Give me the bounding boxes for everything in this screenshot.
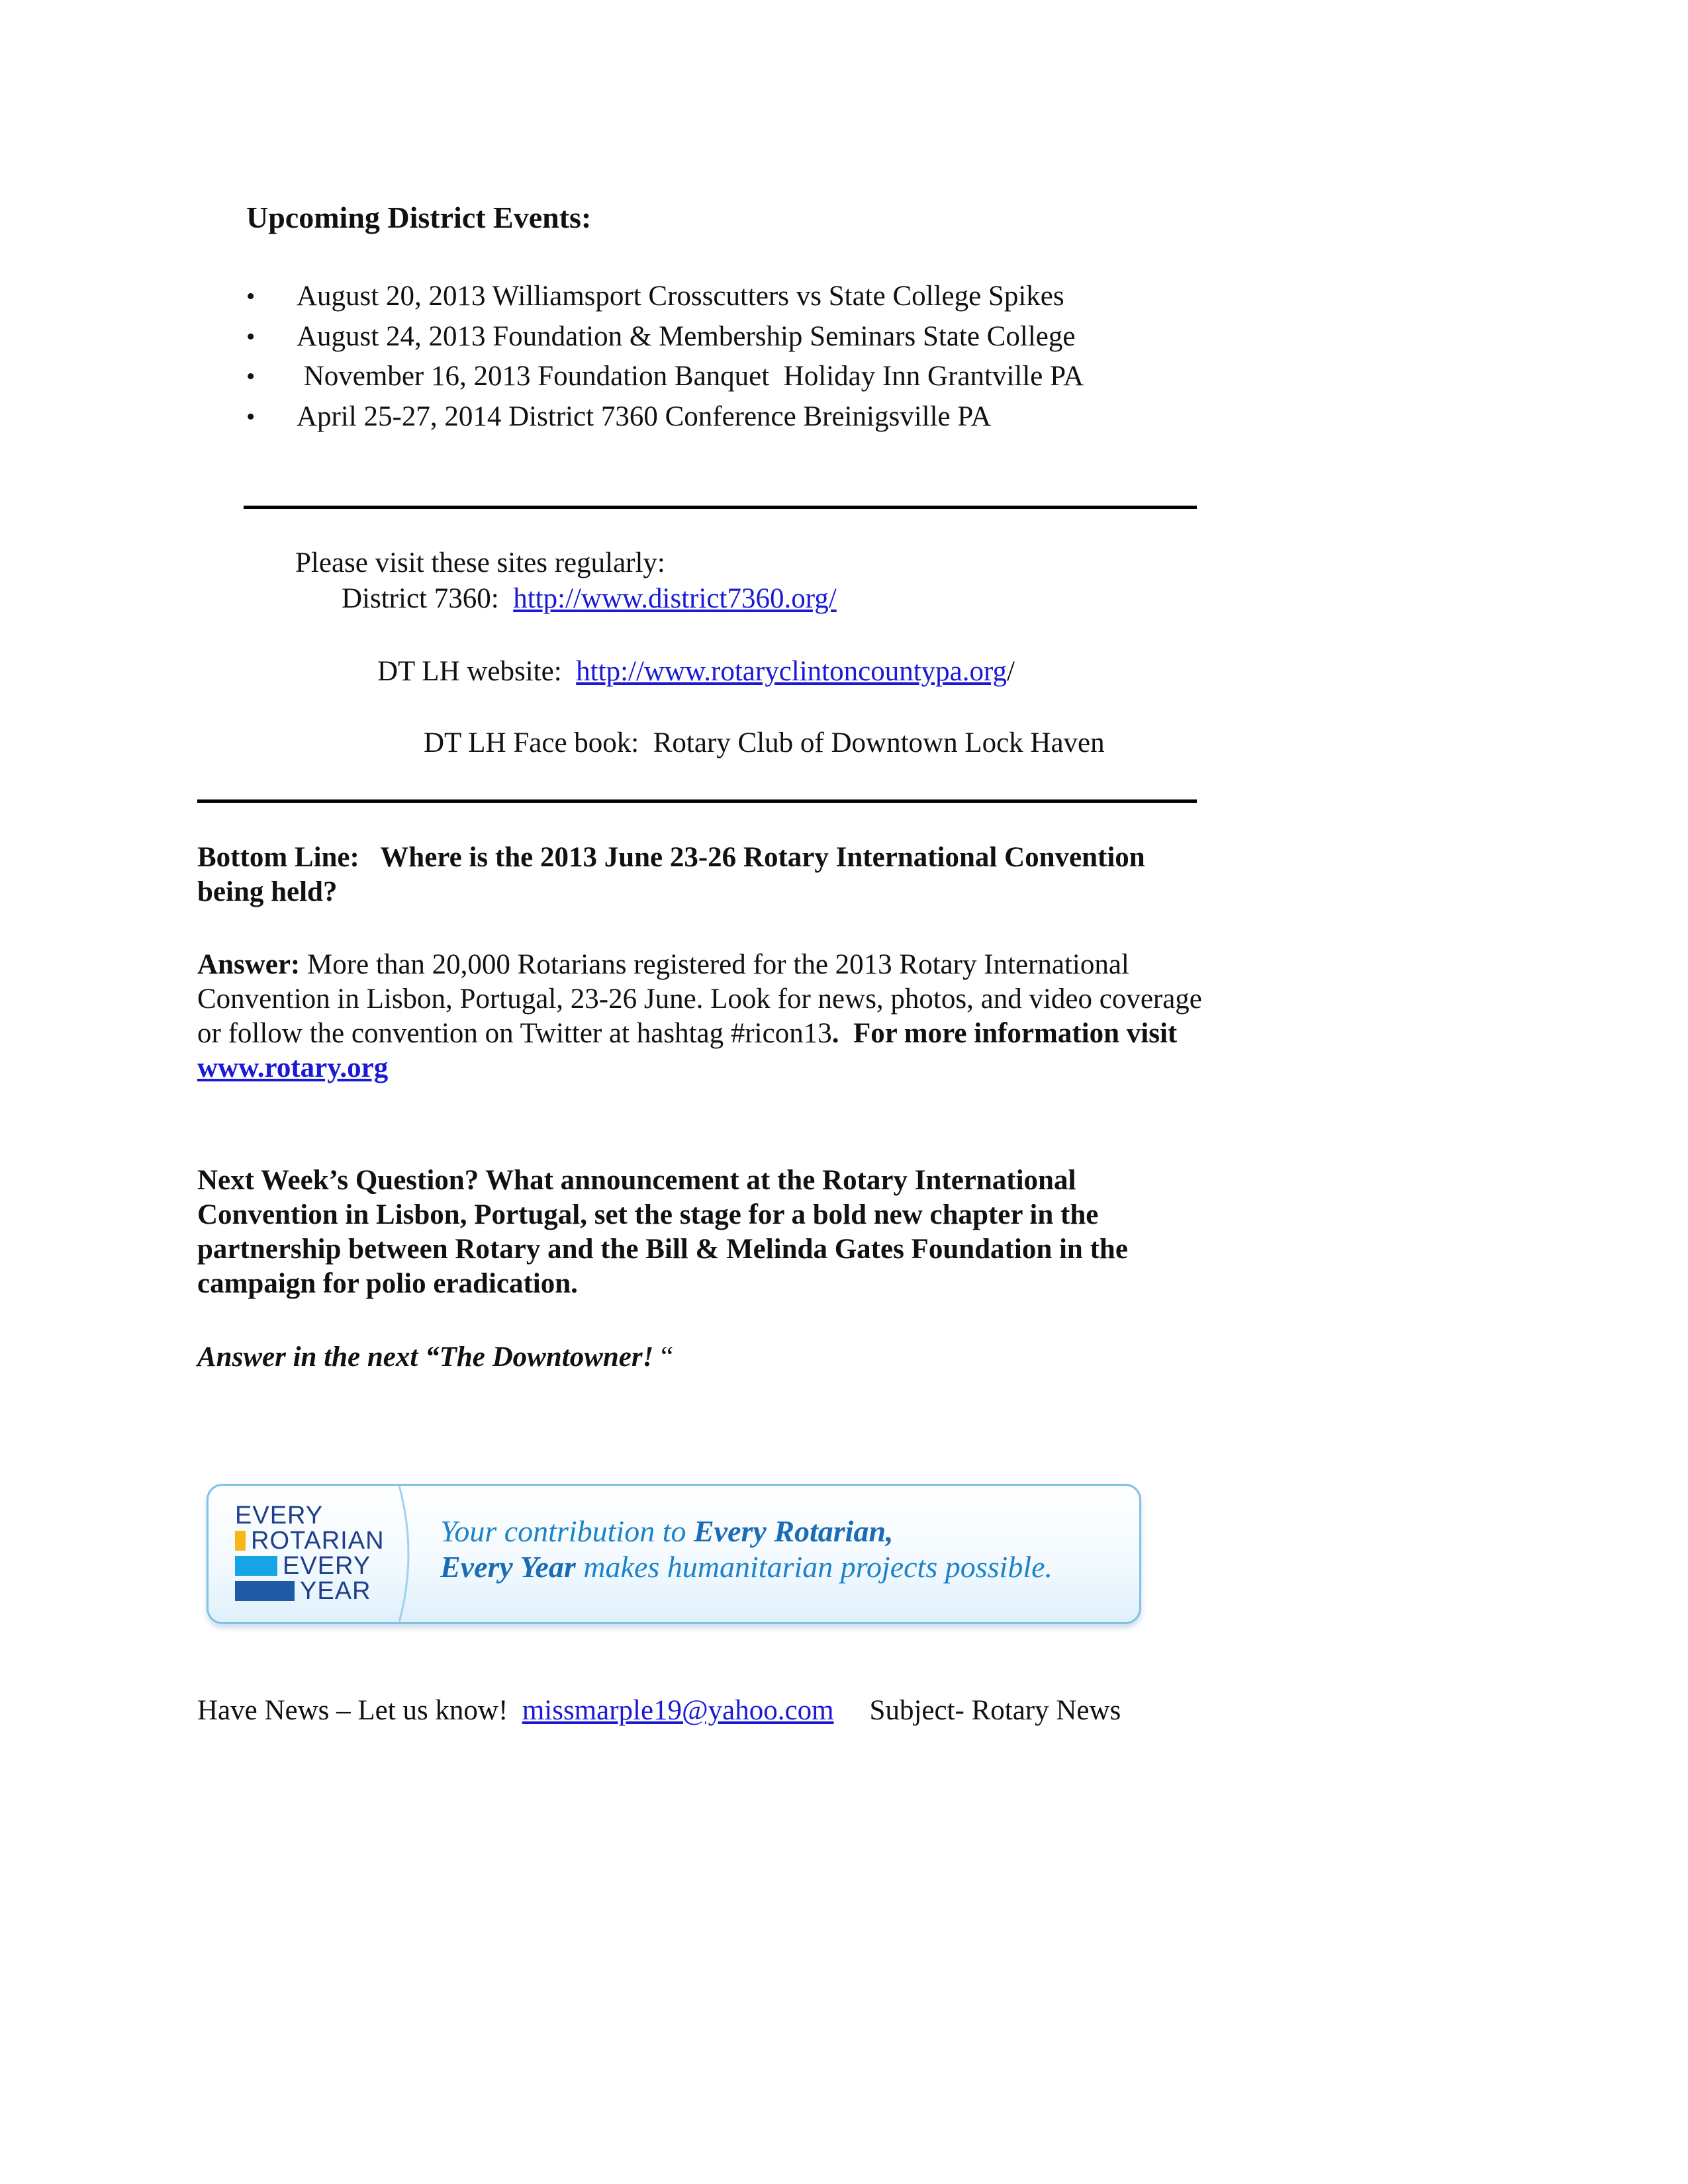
email-link[interactable]: missmarple19@yahoo.com <box>522 1695 834 1726</box>
answer-more: . For more information visit <box>831 1018 1184 1049</box>
website-label: DT LH website: <box>377 656 562 687</box>
rotary-link[interactable]: www.rotary.org <box>197 1052 389 1083</box>
event-text: August 24, 2013 Foundation & Membership Seminars State College <box>297 320 1076 352</box>
facebook-label: DT LH Face book: <box>424 727 639 758</box>
events-title: Upcoming District Events: <box>246 201 592 234</box>
list-item <box>246 277 1084 317</box>
divider-top <box>244 506 1197 509</box>
list-item <box>246 397 1084 437</box>
next-week-question: Next Week’s Question? What announcement at the Rotary International Convention in Lisbon, Portugal, set the stage for a bold new chapter in the partnership between Rotary and the Bill & Melinda Gates Foundation in the campaign for polio eradication. <box>197 1165 1128 1299</box>
logo-word: YEAR <box>300 1577 371 1605</box>
district-label: District 7360: <box>342 583 499 614</box>
bullet-icon: • <box>246 402 256 431</box>
logo-word: EVERY <box>283 1552 371 1580</box>
banner-line2-post: makes humanitarian projects possible. <box>575 1550 1053 1584</box>
banner-message <box>440 1514 1053 1585</box>
banner-line1-bold: Every Rotarian, <box>693 1514 894 1548</box>
bullet-icon: • <box>246 322 256 351</box>
facebook-value: Rotary Club of Downtown Lock Haven <box>653 727 1105 758</box>
list-item <box>246 357 1084 397</box>
website-trail: / <box>1007 656 1015 687</box>
footer-text: Have News – Let us know! <box>197 1695 508 1726</box>
sites-intro: Please visit these sites regularly: <box>295 547 665 578</box>
logo-word: ROTARIAN <box>251 1527 385 1555</box>
event-text: November 16, 2013 Foundation Banquet Holiday Inn Grantville PA <box>297 361 1084 392</box>
divider-bottom <box>197 799 1197 803</box>
logo-word: EVERY <box>235 1502 324 1529</box>
district-link[interactable]: http://www.district7360.org/ <box>513 583 837 614</box>
logo-cyan-bar <box>235 1556 277 1576</box>
banner-line2-bold: Every Year <box>440 1550 576 1584</box>
event-text: April 25-27, 2014 District 7360 Conference Breinigsville PA <box>297 400 992 432</box>
logo-blue-bar <box>235 1581 295 1601</box>
every-rotarian-logo <box>235 1503 400 1609</box>
event-text: August 20, 2013 Williamsport Crosscutters vs State College Spikes <box>297 281 1064 312</box>
answer-text: More than 20,000 Rotarians registered for the 2013 Rotary International Convention in Lisbon, Portugal, 23-26 June. Look for news, photos, and video coverage or follow the convention on Twitter at hashtag #ricon13 <box>197 949 1202 1049</box>
answer-paragraph <box>197 948 1217 1085</box>
footer-subject: Subject- Rotary News <box>869 1695 1121 1726</box>
answer-next-text: Answer in the next “The Downtowner! <box>197 1342 654 1373</box>
district-site <box>342 582 837 615</box>
list-item <box>246 317 1084 357</box>
bullet-icon: • <box>246 363 256 390</box>
every-rotarian-banner <box>207 1484 1141 1624</box>
bottom-line-question: Bottom Line: Where is the 2013 June 23-26 Rotary International Convention being held? <box>197 842 1152 907</box>
events-list <box>246 277 1084 437</box>
logo-gold-bar <box>235 1531 246 1551</box>
banner-line1-pre: Your contribution to <box>440 1514 694 1548</box>
footer-contact <box>197 1694 1121 1727</box>
facebook-site <box>424 727 1105 759</box>
answer-next-issue <box>197 1341 673 1373</box>
website-link[interactable]: http://www.rotaryclintoncountypa.org <box>576 656 1008 687</box>
answer-label: Answer: <box>197 949 301 980</box>
bullet-icon: • <box>246 283 256 310</box>
answer-next-close: “ <box>653 1342 674 1373</box>
website-site <box>377 655 1015 688</box>
